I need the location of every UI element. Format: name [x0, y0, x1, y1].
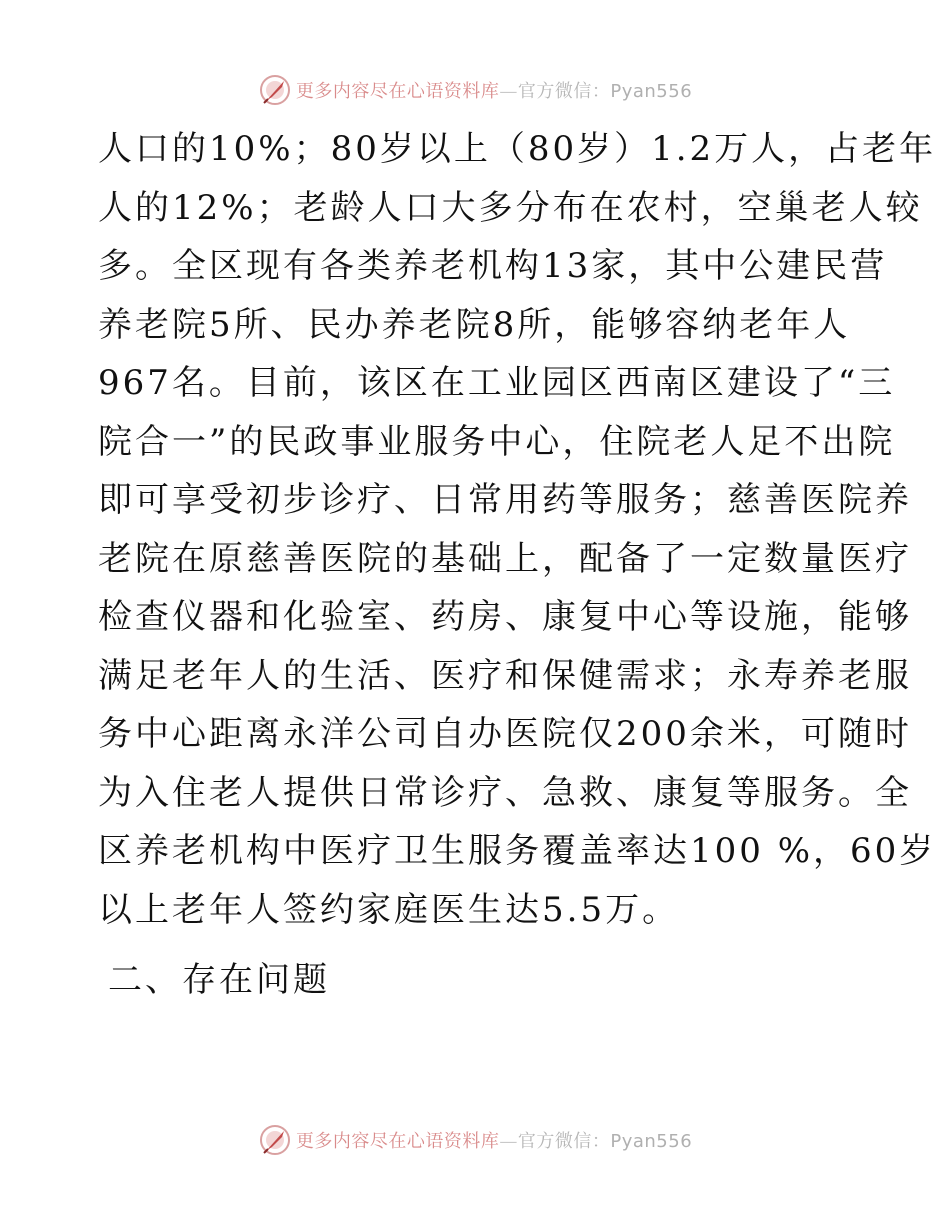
watermark-wechat-label: 官方微信： — [517, 81, 611, 102]
watermark-wechat-id: Pyan556 — [610, 81, 693, 102]
header-watermark — [0, 70, 950, 110]
paragraph-line: 院合一”的民政事业服务中心，住院老人足不出院 — [98, 421, 896, 462]
paragraph-line: 务中心距离永洋公司自办医院仅200余米，可随时 — [98, 714, 912, 754]
paragraph-line: 即可享受初步诊疗、日常用药等服务；慈善医院养 — [98, 480, 912, 520]
watermark-wechat-label: 官方微信： — [517, 1131, 611, 1152]
watermark-dash: — — [499, 1131, 518, 1152]
quill-pen-logo-icon — [258, 1123, 292, 1157]
paragraph-line: 多。全区现有各类养老机构13家，其中公建民营 — [98, 246, 888, 286]
paragraph-line: 养老院5所、民办养老院8所，能够容纳老年人 — [98, 304, 851, 345]
paragraph-line: 以上老年人签约家庭医生达5.5万。 — [98, 889, 680, 930]
watermark-text — [296, 77, 692, 103]
watermark-main-text: 更多内容尽在心语资料库 — [295, 81, 500, 102]
paragraph-line: 区养老机构中医疗卫生服务覆盖率达100 %，60岁 — [98, 831, 937, 871]
paragraph-line: 为入住老人提供日常诊疗、急救、康复等服务。全 — [98, 772, 912, 813]
footer-watermark — [0, 1120, 950, 1160]
quill-pen-logo-icon — [258, 73, 292, 107]
watermark-wechat-id: Pyan556 — [610, 1131, 693, 1152]
body-paragraph — [98, 120, 937, 939]
paragraph-line: 人口的10%；80岁以上（80岁）1.2万人，占老年 — [98, 129, 937, 169]
watermark-main-text: 更多内容尽在心语资料库 — [295, 1131, 500, 1152]
section-heading: 二、存在问题 — [108, 960, 330, 1000]
paragraph-line: 满足老年人的生活、医疗和保健需求；永寿养老服 — [98, 655, 912, 696]
watermark-text — [296, 1127, 692, 1153]
watermark-dash: — — [499, 81, 518, 102]
paragraph-line: 老院在原慈善医院的基础上，配备了一定数量医疗 — [98, 538, 912, 579]
paragraph-line: 检查仪器和化验室、药房、康复中心等设施，能够 — [98, 597, 912, 637]
paragraph-line: 人的12%；老龄人口大多分布在农村，空巢老人较 — [98, 187, 923, 228]
paragraph-line: 967名。目前，该区在工业园区西南区建设了“三 — [98, 363, 896, 403]
